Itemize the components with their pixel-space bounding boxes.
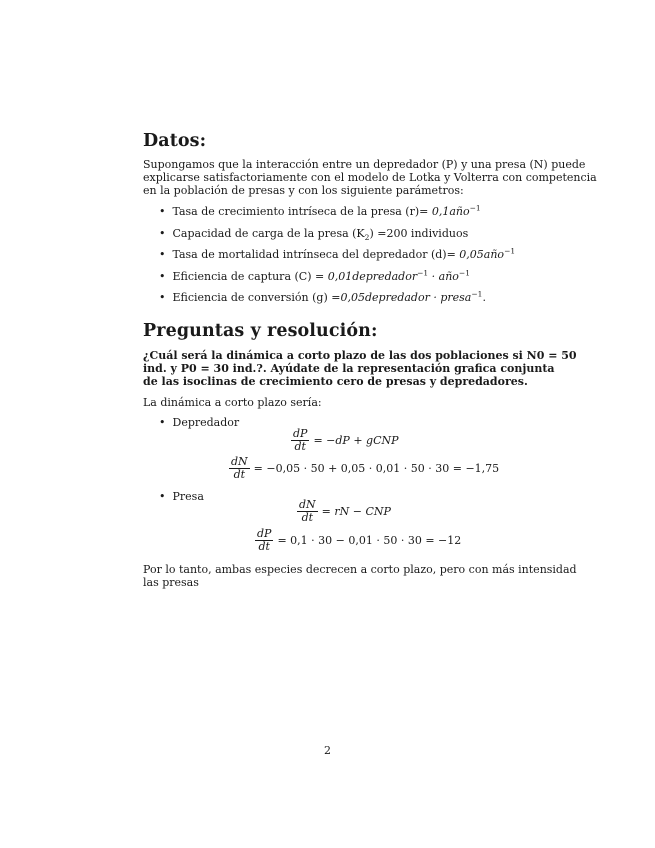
fraction: $\frac{dP}{dt}$ (257, 527, 272, 553)
page-number: 2 (324, 744, 331, 757)
bullet-icon: • (159, 248, 166, 261)
param-item: • Tasa de mortalidad intrínseca del depredador (d)= 0,05año$^{-1}$ (159, 246, 516, 261)
intro-line-1: Supongamos que la interacción entre un depredador (P) y una presa (N) puede (143, 158, 586, 171)
bullet-icon: • (159, 227, 166, 240)
intro-line-2: explicarse satisfactoriamente con el modelo de Lotka y Volterra con competencia (143, 171, 597, 184)
param-item: • Eficiencia de captura (C) = 0,01depredador$^{-1}$ · año$^{-1}$ (159, 268, 470, 283)
fraction: $\frac{dN}{dt}$ (299, 498, 316, 524)
answer-intro: La dinámica a corto plazo sería: (143, 396, 322, 409)
conclusion-line-2: las presas (143, 576, 199, 589)
bullet-icon: • (159, 416, 166, 429)
bullet-icon: • (159, 270, 166, 283)
param-item: • Capacidad de carga de la presa $(K_2) =200$ individuos (159, 227, 469, 243)
question-line-1: ¿Cuál será la dinámica a corto plazo de las dos poblaciones si N0 = 50 (143, 349, 577, 362)
preguntas-heading: Preguntas y resolución: (143, 321, 378, 341)
presa-equation-general: $\frac{dN}{dt}$ = rN − CNP (299, 498, 391, 524)
question-line-3: de las isoclinas de crecimiento cero de presas y depredadores. (143, 375, 528, 388)
fraction: $\frac{dP}{dt}$ (293, 427, 308, 453)
intro-line-3: en la población de presas y con los siguiente parámetros: (143, 184, 464, 197)
datos-heading: Datos: (143, 131, 207, 151)
question-line-2: ind. y P0 = 30 ind.?. Ayúdate de la representación grafica conjunta (143, 362, 555, 375)
fraction: $\frac{dN}{dt}$ (231, 455, 248, 481)
conclusion-line-1: Por lo tanto, ambas especies decrecen a corto plazo, pero con más intensidad (143, 563, 577, 576)
presa-equation-numeric: $\frac{dP}{dt}$ = 0,1 · 30 − 0,01 · 50 · 30 = −12 (257, 527, 462, 553)
depredador-item: • Depredador (159, 416, 240, 429)
bullet-icon: • (159, 490, 166, 503)
param-item: • Eficiencia de conversión (g) =0,05depredador · presa$^{-1}$. (159, 289, 486, 304)
param-item: • Tasa de crecimiento intríseca de la presa (r)= 0,1año$^{-1}$ (159, 203, 481, 218)
presa-item: • Presa (159, 490, 204, 503)
depredador-equation-numeric: $\frac{dN}{dt}$ = −0,05 · 50 + 0,05 · 0,01 · 50 · 30 = −1,75 (231, 455, 500, 481)
depredador-equation-general: $\frac{dP}{dt}$ = −dP + gCNP (293, 427, 399, 453)
bullet-icon: • (159, 291, 166, 304)
bullet-icon: • (159, 205, 166, 218)
